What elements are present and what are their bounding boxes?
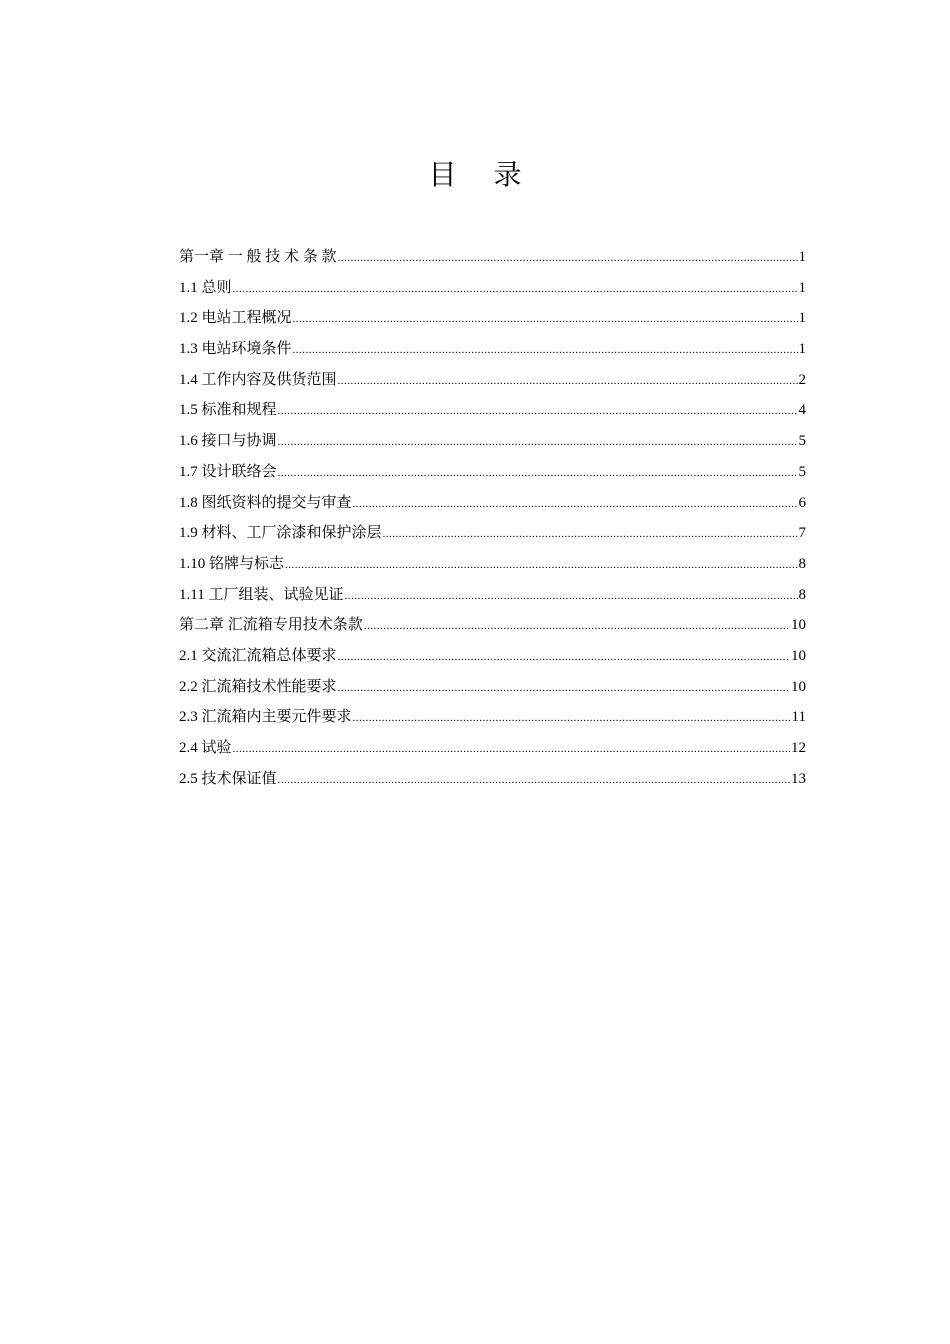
- toc-page-number: 12: [791, 740, 806, 756]
- toc-entry-chapter-1[interactable]: [179, 242, 806, 273]
- toc-dot-leader: [233, 734, 790, 765]
- toc-page-number: 1: [798, 249, 806, 265]
- toc-dot-leader: [353, 489, 798, 520]
- toc-page-number: 2: [798, 371, 806, 388]
- toc-dot-leader: [353, 703, 791, 734]
- toc-dot-leader: [338, 642, 790, 673]
- toc-dot-leader: [233, 274, 798, 305]
- toc-entry-1-8[interactable]: [179, 488, 806, 519]
- toc-entry-label: 1.3 电站环境条件: [179, 341, 292, 358]
- toc-page-number: 11: [791, 709, 806, 726]
- toc-page-number: 7: [798, 525, 806, 542]
- toc-entry-label: 2.1 交流汇流箱总体要求: [179, 647, 337, 664]
- toc-entry-1-4[interactable]: [179, 365, 806, 396]
- toc-dot-leader: [278, 765, 790, 796]
- toc-entry-1-5[interactable]: [179, 395, 806, 426]
- toc-dot-leader: [338, 243, 798, 274]
- toc-entry-label: 1.7 设计联络会: [179, 463, 277, 480]
- toc-dot-leader: [338, 673, 790, 704]
- toc-entry-label: 1.9 材料、工厂涂漆和保护涂层: [179, 525, 382, 542]
- toc-page-number: 5: [798, 463, 806, 480]
- toc-entry-1-10[interactable]: [179, 549, 806, 580]
- toc-dot-leader: [293, 304, 798, 335]
- toc-entry-1-2[interactable]: [179, 303, 806, 334]
- toc-entry-chapter-2[interactable]: [179, 610, 806, 641]
- toc-entry-label: 2.5 技术保证值: [179, 770, 277, 787]
- toc-page-number: 10: [791, 678, 806, 695]
- toc-dot-leader: [293, 335, 798, 366]
- toc-entry-2-1[interactable]: [179, 641, 806, 672]
- table-of-contents: [179, 242, 806, 794]
- toc-entry-label: 2.4 试验: [179, 740, 232, 756]
- toc-page-number: 10: [791, 617, 806, 634]
- toc-entry-1-11[interactable]: [179, 580, 806, 611]
- toc-page-number: 8: [798, 555, 806, 572]
- toc-entry-label: 1.5 标准和规程: [179, 402, 277, 419]
- toc-entry-label: 1.10 铭牌与标志: [179, 555, 285, 572]
- toc-dot-leader: [364, 611, 790, 642]
- toc-entry-1-6[interactable]: [179, 426, 806, 457]
- toc-entry-1-1[interactable]: [179, 273, 806, 304]
- toc-entry-label: 1.2 电站工程概况: [179, 310, 292, 327]
- toc-dot-leader: [285, 550, 797, 581]
- toc-entry-label: 2.2 汇流箱技术性能要求: [179, 678, 337, 695]
- toc-entry-1-3[interactable]: [179, 334, 806, 365]
- toc-entry-label: 1.11 工厂组装、试验见证: [179, 586, 344, 603]
- toc-page-number: 1: [798, 310, 806, 327]
- toc-entry-label: 2.3 汇流箱内主要元件要求: [179, 709, 352, 726]
- toc-dot-leader: [338, 366, 798, 397]
- toc-page-number: 13: [791, 770, 806, 787]
- toc-page-number: 1: [798, 279, 806, 296]
- toc-entry-1-9[interactable]: [179, 518, 806, 549]
- toc-dot-leader: [278, 427, 798, 458]
- toc-page-number: 6: [798, 494, 806, 511]
- toc-dot-leader: [278, 396, 798, 427]
- toc-page-number: 5: [798, 433, 806, 450]
- toc-page-number: 10: [791, 647, 806, 664]
- toc-page-number: 8: [798, 586, 806, 603]
- toc-entry-2-2[interactable]: [179, 672, 806, 703]
- toc-entry-2-5[interactable]: [179, 764, 806, 795]
- toc-entry-label: 第二章 汇流箱专用技术条款: [179, 617, 363, 634]
- toc-dot-leader: [278, 458, 798, 489]
- page-title: 目 录: [428, 158, 536, 191]
- toc-entry-label: 1.6 接口与协调: [179, 433, 277, 450]
- toc-dot-leader: [344, 581, 797, 612]
- toc-entry-label: 1.4 工作内容及供货范围: [179, 371, 337, 388]
- toc-entry-label: 第一章 一 般 技 术 条 款: [179, 249, 337, 265]
- toc-entry-2-4[interactable]: [179, 733, 806, 764]
- toc-page-number: 4: [798, 402, 806, 419]
- toc-page-number: 1: [798, 341, 806, 358]
- toc-entry-label: 1.8 图纸资料的提交与审查: [179, 494, 352, 511]
- toc-entry-label: 1.1 总则: [179, 279, 232, 296]
- toc-dot-leader: [383, 519, 798, 550]
- toc-entry-2-3[interactable]: [179, 702, 806, 733]
- toc-entry-1-7[interactable]: [179, 457, 806, 488]
